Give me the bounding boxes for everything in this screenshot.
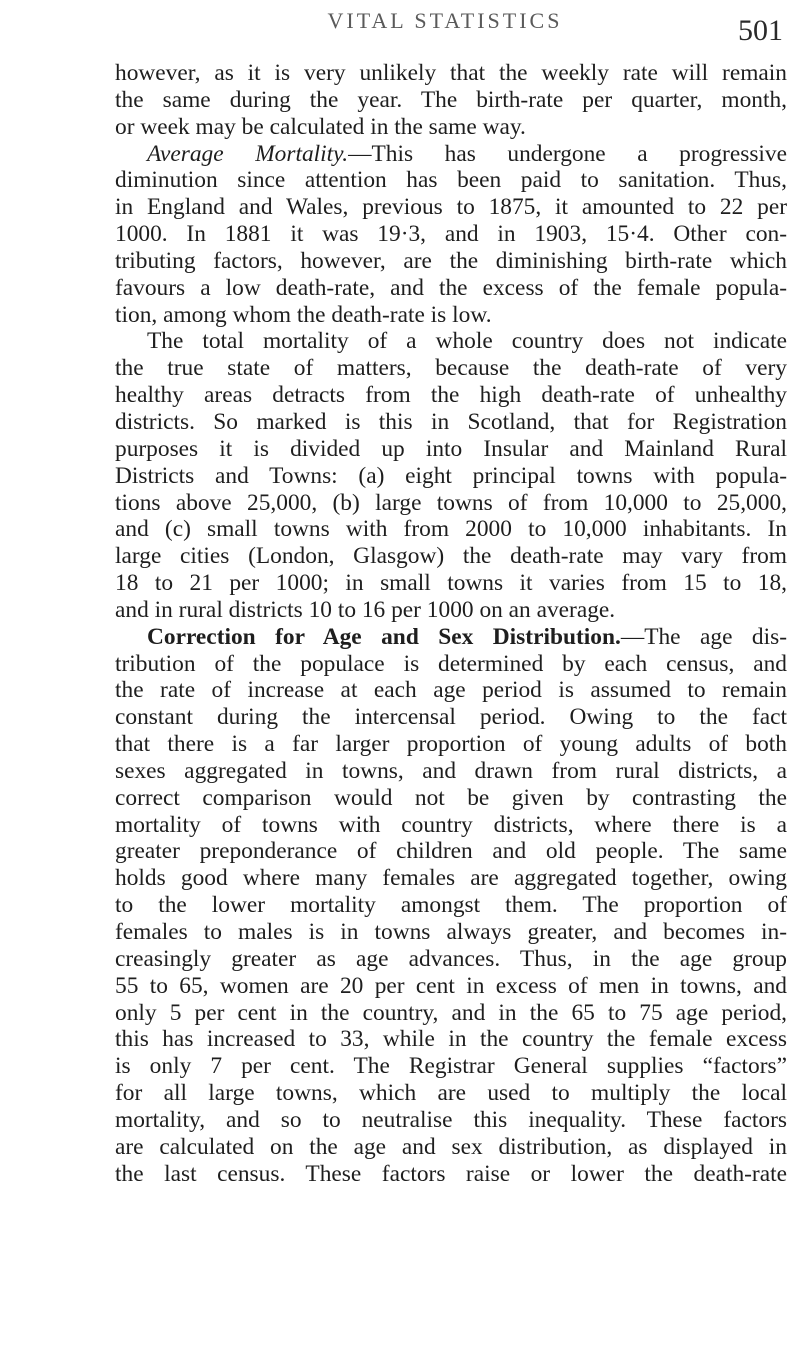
text-line: Districts and Towns: (a) eight principal towns with popula- [115,462,787,489]
text-line: greater preponderance of children and old people. The same [115,838,787,865]
text-line: districts. So marked is this in Scotland, that for Registration [115,408,787,435]
text-line: this has increased to 33, while in the country the female excess [115,1026,787,1053]
text-line: favours a low death-rate, and the excess of the female popula- [115,274,787,301]
text-line: sexes aggregated in towns, and drawn from rural districts, a [115,757,787,784]
text-line: the true state of matters, because the death-rate of very [115,355,787,382]
text-line: healthy areas detracts from the high death-rate of unhealthy [115,382,787,409]
text-line: mortality of towns with country districts, where there is a [115,811,787,838]
text-line [115,624,787,651]
text-line: holds good where many females are aggregated together, owing [115,865,787,892]
text-line: the last census. These factors raise or lower the death-rate [115,1160,787,1187]
text-line: and in rural districts 10 to 16 per 1000 on an average. [115,596,616,623]
text-line: only 5 per cent in the country, and in the 65 to 75 age period, [115,999,787,1026]
text-line: or week may be calculated in the same way. [115,113,526,140]
text-line: that there is a far larger proportion of young adults of both [115,731,787,758]
paragraph [115,328,787,623]
text-line: females to males is in towns always greater, and becomes in- [115,919,787,945]
text-line: tions above 25,000, (b) large towns of from 10,000 to 25,000, [115,489,787,516]
text-line: diminution since attention has been paid to sanitation. Thus, [115,167,787,194]
body-text [115,60,787,1187]
text-line: tribution of the populace is determined by each census, and [115,650,787,677]
text-line: are calculated on the age and sex distribution, as displayed in [115,1133,787,1160]
text-line: for all large towns, which are used to multiply the local [115,1080,787,1107]
paragraph [115,624,787,1188]
text-line: tributing factors, however, are the diminishing birth-rate which [115,247,787,274]
paragraph [115,141,787,329]
text-line: constant during the intercensal period. Owing to the fact [115,704,787,731]
text-line: 1000. In 1881 it was 19·3, and in 1903, 15·4. Other con- [115,221,787,248]
text-line: mortality, and so to neutralise this inequality. These factors [115,1106,787,1133]
text-line: correct comparison would not be given by contrasting the [115,784,787,811]
page-number: 501 [738,14,783,47]
text-line: 18 to 21 per 1000; in small towns it varies from 15 to 18, [115,570,787,597]
text-line: however, as it is very unlikely that the weekly rate will remain [115,60,787,86]
text-line: 55 to 65, women are 20 per cent in excess of men in towns, and [115,972,787,999]
text-run: —This has undergone a progressive [348,140,787,167]
text-run: —The age dis- [620,623,787,650]
text-line: creasingly greater as age advances. Thus, in the age group [115,945,787,972]
text-line: large cities (London, Glasgow) the death-rate may vary from [115,543,787,570]
text-line [115,141,787,168]
text-line: and (c) small towns with from 2000 to 10,000 inhabitants. In [115,516,787,543]
section-heading: Average Mortality. [147,140,349,167]
paragraph [115,60,787,141]
text-line: to the lower mortality amongst them. The proportion of [115,892,787,919]
section-heading: Correction for Age and Sex Distribution. [147,623,621,650]
text-line: the same during the year. The birth-rate per quarter, month, [115,86,787,113]
running-head: VITAL STATISTICS [327,8,563,33]
text-line: purposes it is divided up into Insular and Mainland Rural [115,435,787,462]
text-line: tion, among whom the death-rate is low. [115,301,492,328]
text-line: the rate of increase at each age period is assumed to remain [115,677,787,704]
text-line: is only 7 per cent. The Registrar General supplies “factors” [115,1053,787,1080]
text-line: The total mortality of a whole country does not indicate [147,328,787,355]
text-line: in England and Wales, previous to 1875, it amounted to 22 per [115,194,787,221]
